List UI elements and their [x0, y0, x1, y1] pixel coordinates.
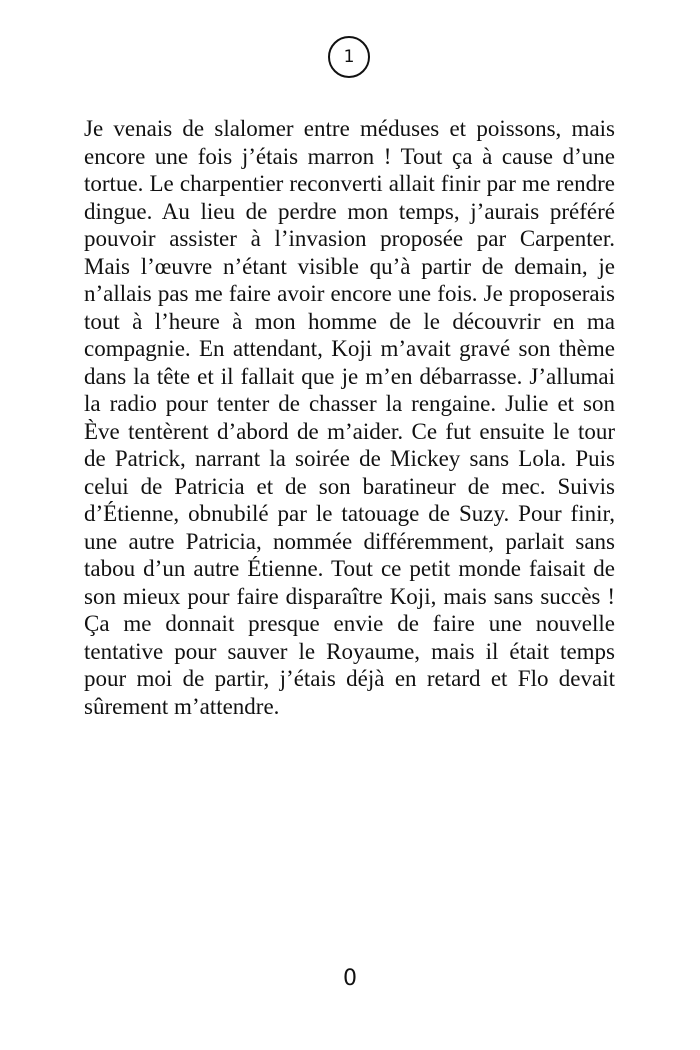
chapter-number: 1 — [343, 46, 355, 67]
chapter-number-badge — [328, 36, 370, 78]
page-number: 0 — [343, 966, 357, 991]
body-paragraph: Je venais de slalomer entre méduses et poissons, mais encore une fois j’étais marron ! Tout ça à cause d’une tortue. Le charpentier reconverti allait finir par me rendre dingue. Au lieu de perdre mon temps, j’aurais préféré pouvoir assister à l’invasion proposée par Carpenter. Mais l’œuvre n’étant visible qu’à partir de demain, je n’allais pas me faire avoir encore une fois. Je proposerais tout à l’heure à mon homme de le découvrir en ma compagnie. En attendant, Koji m’avait gravé son thème dans la tête et il fallait que je m’en débarrasse. J’allumai la radio pour tenter de chasser la rengaine. Julie et son Ève tentèrent d’abord de m’aider. Ce fut ensuite le tour de Patrick, narrant la soirée de Mickey sans Lola. Puis celui de Patricia et de son baratineur de mec. Suivis d’Étienne, obnubilé par le tatouage de Suzy. Pour finir, une autre Patricia, nommée différemment, parlait sans tabou d’un autre Étienne. Tout ce petit monde faisait de son mieux pour faire disparaître Koji, mais sans succès ! Ça me donnait presque envie de faire une nouvelle tentative pour sauver le Royaume, mais il était temps pour moi de partir, j’étais déjà en retard et Flo devait sûrement m’attendre. — [84, 116, 615, 719]
